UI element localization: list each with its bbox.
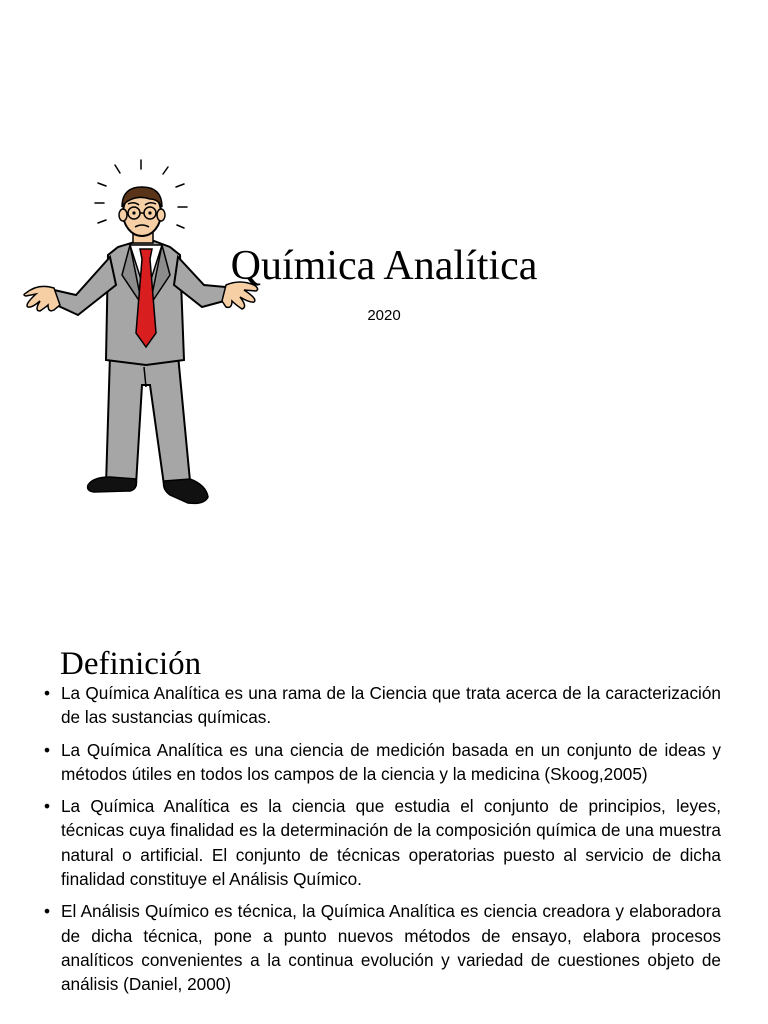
bullet-text: La Química Analítica es la ciencia que estudia el conjunto de principios, leyes, técnicas cuya finalidad es la determinación de la composición química de una muestra natural o artificial. El conjunto de técnicas operatorias puesto al servicio de dicha finalidad constituye el Análisis Químico. <box>61 796 721 890</box>
list-item <box>44 794 721 891</box>
definition-title: Definición <box>60 646 202 682</box>
definition-bullet-list <box>44 681 721 1005</box>
confused-man-clipart <box>18 155 268 510</box>
slide-subtitle: 2020 <box>367 307 401 324</box>
list-item <box>44 681 721 730</box>
slide-title: Química Analítica <box>230 243 538 289</box>
definition-slide <box>0 576 768 1024</box>
bullet-icon: • <box>44 796 51 817</box>
bullet-icon: • <box>44 901 51 922</box>
bullet-icon: • <box>44 739 51 760</box>
bullet-text: La Química Analítica es una rama de la Ciencia que trata acerca de la caracterización de las sustancias químicas. <box>61 683 721 728</box>
list-item <box>44 738 721 787</box>
bullet-text: La Química Analítica es una ciencia de medición basada en un conjunto de ideas y métodos útiles en todos los campos de la ciencia y la medicina (Skoog,2005) <box>61 739 721 784</box>
bullet-icon: • <box>44 683 51 703</box>
list-item <box>44 899 721 996</box>
bullet-text: El Análisis Químico es técnica, la Química Analítica es ciencia creadora y elaboradora de dicha técnica, pone a punto nuevos métodos de ensayo, elabora procesos analíticos convenientes a la continua evolución y variedad de cuestiones objeto de análisis (Daniel, 2000) <box>61 901 721 995</box>
